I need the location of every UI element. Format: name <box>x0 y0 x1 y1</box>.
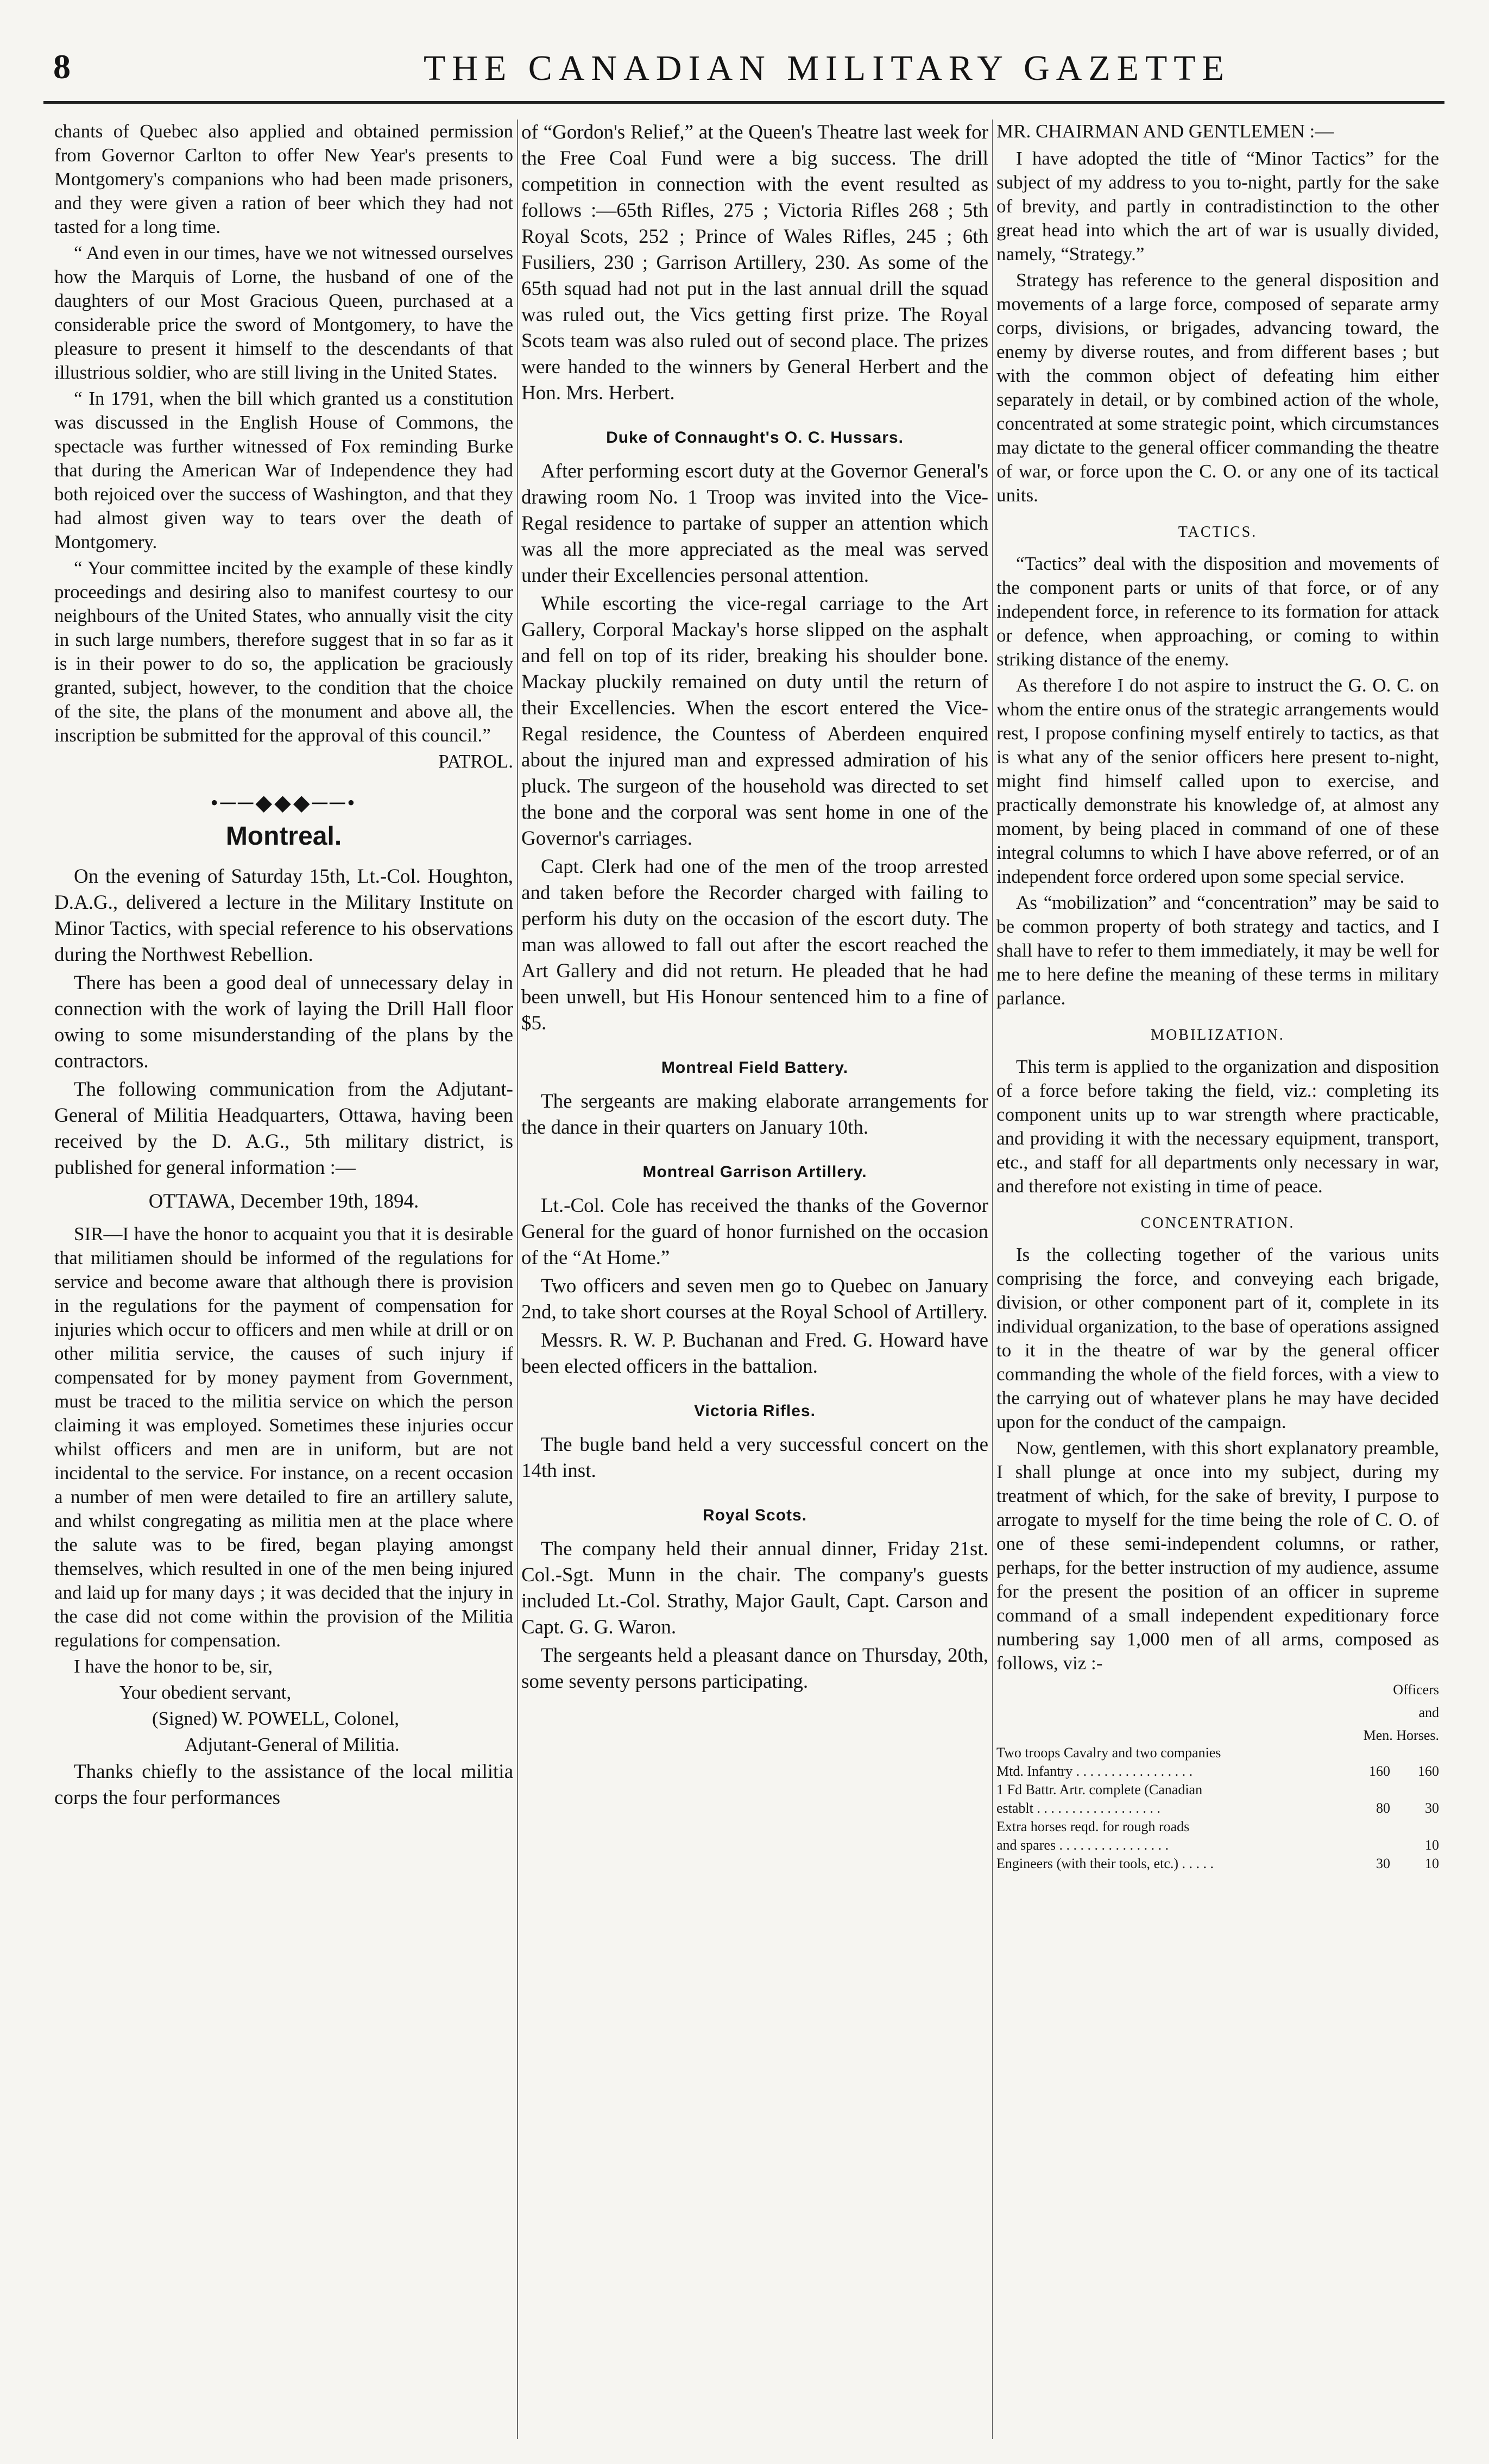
subheading: MOBILIZATION. <box>1151 1027 1285 1044</box>
signoff: PATROL. <box>438 751 513 772</box>
table-header: Officers <box>1393 1682 1439 1698</box>
paragraph: As therefore I do not aspire to instruct the G. O. C. on whom the entire onus of the strategic arrangements would rest, I propose confining myself entirely to tactics, as that is what any of the senior officers here present to-night, might find himself called upon to exercise, and practically demonstrate his knowledge of, at almost any moment, by being placed in command of one of these integral columns to which I have above referred, or of an independent force ordered upon some special service. <box>996 675 1439 887</box>
paragraph: “Tactics” deal with the disposition and movements of the component parts or units of that force, or of any independent force, in reference to its formation for attack or defence, when approaching, or coming to within striking distance of the enemy. <box>996 553 1439 670</box>
ornament-divider: •──◆◆◆──• <box>210 790 357 815</box>
column-divider <box>992 120 993 2439</box>
table-cell: 160 <box>1369 1763 1390 1779</box>
paragraph: “ In 1791, when the bill which granted us a constitution was discussed in the English House of Commons, the spectacle was further witnessed of Fox reminding Burke that during the American War of Independence they had both rejoiced over the success of Washington, and that they had almost given way to tears over the death of Montgomery. <box>54 388 513 552</box>
paragraph: I have adopted the title of “Minor Tactics” for the subject of my address to you to-night, partly for the sake of brevity, and partly in contradistinction to the other great head into which the art of war is usually divided, namely, “Strategy.” <box>996 148 1439 265</box>
paragraph: After performing escort duty at the Governor General's drawing room No. 1 Troop was invited into the Vice-Regal residence to partake of supper an attention which was all the more appreciated as the meal was served under their Excellencies personal attention. <box>521 460 988 587</box>
table-row <box>996 1836 1439 1855</box>
table-cell: Extra horses reqd. for rough roads <box>996 1819 1190 1834</box>
table-cell: Two troops Cavalry and two companies <box>996 1745 1221 1761</box>
column-divider <box>517 120 518 2439</box>
paragraph: There has been a good deal of unnecessary delay in connection with the work of laying the Drill Hall floor owing to some misunderstanding of the plans by the contractors. <box>54 972 513 1072</box>
masthead: THE CANADIAN MILITARY GAZETTE <box>424 48 1231 88</box>
table-cell <box>1390 1781 1439 1799</box>
table-row <box>996 1762 1439 1781</box>
column-2 <box>521 120 988 1697</box>
table-cell <box>1341 1836 1390 1855</box>
subheading: CONCENTRATION. <box>1140 1215 1295 1231</box>
force-table <box>996 1682 1439 1873</box>
table-cell: establt . . . . . . . . . . . . . . . . . . <box>996 1800 1160 1816</box>
section-headline: Montreal. <box>225 822 342 851</box>
paragraph: chants of Quebec also applied and obtained permission from Governor Carlton to offer New Year's presents to Montgomery's companions who had been made prisoners, and they were given a ration of beer which they had not tasted for a long time. <box>54 121 513 237</box>
page-header <box>43 43 1439 103</box>
table-cell: 10 <box>1425 1856 1439 1871</box>
paragraph: Messrs. R. W. P. Buchanan and Fred. G. Howard have been elected officers in the battalion. <box>521 1329 988 1378</box>
paragraph: The bugle band held a very successful concert on the 14th inst. <box>521 1434 988 1482</box>
paragraph: Now, gentlemen, with this short explanatory preamble, I shall plunge at once into my subject, during my treatment of which, for the sake of brevity, I purpose to arrogate to myself for the time being the role of C. O. of one of these semi-independent columns, or rather, perhaps, for the better instruction of my audience, assume for the present the position of an officer in supreme command of a small independent expeditionary force numbering say 1,000 men of all arms, composed as follows, viz :- <box>996 1437 1439 1674</box>
paragraph: Strategy has reference to the general disposition and movements of a large force, composed of separate army corps, divisions, or brigades, advancing toward, the enemy by diverse routes, and from different bases ; but with the common object of defeating him either separately in detail, or by combined action of the whole, concentrated at some strategic point, which circumstances may dictate to the general officer commanding the theatre of war, or force upon the C. O. or any one of its tactical units. <box>996 269 1439 506</box>
paragraph: The sergeants are making elaborate arrangements for the dance in their quarters on January 10th. <box>521 1090 988 1139</box>
letter-closing: Your obedient servant, <box>119 1682 292 1703</box>
table-cell: Mtd. Infantry . . . . . . . . . . . . . . . . . <box>996 1763 1193 1779</box>
letter-dateline: OTTAWA, December 19th, 1894. <box>148 1190 419 1212</box>
page-number: 8 <box>53 47 71 86</box>
paragraph: While escorting the vice-regal carriage to the Art Gallery, Corporal Mackay's horse slipped on the asphalt and fell on top of its rider, breaking his shoulder bone. Mackay pluckily remained on duty until the return of their Excellencies. When the escort entered the Vice-Regal residence, the Countess of Aberdeen enquired about the injured man and expressed admiration of his pluck. The surgeon of the household was directed to set the bone and the corporal was sent home in one of the Governor's carriages. <box>521 593 988 850</box>
paragraph: “ Your committee incited by the example of these kindly proceedings and desiring also to manifest courtesy to our neighbours of the United States, who annually visit the city in such large numbers, therefore suggest that in so far as it is in their power to do so, the application be graciously granted, subject, however, to the condition that the choice of the site, the plans of the monument and above all, the inscription be submitted for the approval of this council.” <box>54 557 513 746</box>
table-cell <box>1341 1744 1390 1762</box>
paragraph: Is the collecting together of the various units comprising the force, and conveying each brigade, division, or other component part of it, complete in its individual organization, to the base of operations assigned to it in the theatre of war by the general officer commanding the whole of the field forces, with a view to the carrying out of whatever plans he may have decided upon for the conduct of the campaign. <box>996 1244 1439 1432</box>
subheading: Montreal Field Battery. <box>661 1059 849 1077</box>
paragraph: On the evening of Saturday 15th, Lt.-Col. Houghton, D.A.G., delivered a lecture in the Military Institute on Minor Tactics, with special reference to his observations during the Northwest Rebellion. <box>54 865 513 966</box>
table-row <box>996 1744 1439 1762</box>
paragraph: As “mobilization” and “concentration” may be said to be common property of both strategy and tactics, and I shall have to refer to them immediately, it may be well for me to here define the meaning of these terms in military parlance. <box>996 892 1439 1009</box>
table-header: and <box>1418 1705 1439 1720</box>
subheading: Victoria Rifles. <box>694 1402 816 1420</box>
column-1 <box>54 120 513 1813</box>
table-row <box>996 1818 1439 1836</box>
paragraph: Lt.-Col. Cole has received the thanks of the Governor General for the guard of honor furnished on the occasion of the “At Home.” <box>521 1195 988 1269</box>
paragraph: of “Gordon's Relief,” at the Queen's Theatre last week for the Free Coal Fund were a big success. The drill competition in connection with the event resulted as follows :—65th Rifles, 275 ; Victoria Rifles 268 ; 5th Royal Scots, 252 ; Prince of Wales Rifles, 245 ; 6th Fusiliers, 230 ; Garrison Artillery, 230. As some of the 65th squad had not put in the last annual drill the squad was ruled out, the Vics getting first prize. The Royal Scots team was also ruled out of second place. The prizes were handed to the winners by General Herbert and the Hon. Mrs. Herbert. <box>521 121 988 404</box>
table-cell: 10 <box>1425 1837 1439 1853</box>
paragraph: Thanks chiefly to the assistance of the local militia corps the four performances <box>54 1761 513 1809</box>
table-row <box>996 1855 1439 1873</box>
table-cell: Engineers (with their tools, etc.) . . . . . <box>996 1856 1214 1871</box>
paragraph: “ And even in our times, have we not witnessed ourselves how the Marquis of Lorne, the husband of one of the daughters of our Most Gracious Queen, purchased at a considerable price the sword of Montgomery, to have the pleasure to present it himself to the descendants of that illustrious soldier, who are still living in the United States. <box>54 242 513 383</box>
letter-closing: I have the honor to be, sir, <box>74 1656 273 1677</box>
paragraph: Two officers and seven men go to Quebec on January 2nd, to take short courses at the Royal School of Artillery. <box>521 1275 988 1323</box>
paragraph: The following communication from the Adjutant-General of Militia Headquarters, Ottawa, having been received by the D. A.G., 5th military district, is published for general information :— <box>54 1078 513 1179</box>
table-cell: and spares . . . . . . . . . . . . . . . . <box>996 1837 1169 1853</box>
table-cell <box>1390 1744 1439 1762</box>
table-cell <box>1341 1818 1390 1836</box>
table-header: Men. Horses. <box>1363 1727 1439 1743</box>
paragraph: The sergeants held a pleasant dance on Thursday, 20th, some seventy persons participating. <box>521 1644 988 1693</box>
table-cell <box>1341 1781 1390 1799</box>
table-row <box>996 1799 1439 1818</box>
table-cell: 30 <box>1376 1856 1390 1871</box>
letter-body: SIR—I have the honor to acquaint you that it is desirable that militiamen should be informed of the regulations for service and become aware that although there is provision in the regulations for the payment of compensation for injuries which occur to officers and men while at drill or on other militia service, the causes of such injury if compensated for by money payment from Government, must be traced to the militia service on which the person claiming it was employed. Sometimes these injuries occur whilst officers and men are in uniform, but are not incidental to the service. For instance, on a recent occasion a number of men were detailed to fire an artillery salute, and whilst congregating as militia men at the place where the salute was to be fired, began playing amongst themselves, which resulted in one of the men being injured and laid up for many days ; it was decided that the injury in the case did not come within the provision of the Militia regulations for compensation. <box>54 1223 513 1651</box>
subheading: TACTICS. <box>1178 524 1258 540</box>
paragraph: This term is applied to the organization and disposition of a force before taking the field, viz.: completing its component units up to war strength where practicable, and providing it with the necessary equipment, transport, etc., and staff for all departments only necessary in war, and therefore not existing in time of peace. <box>996 1056 1439 1197</box>
paragraph: Capt. Clerk had one of the men of the troop arrested and taken before the Recorder charged with failing to perform his duty on the occasion of the escort duty. The man was allowed to fall out after the escort reached the Art Gallery and did not return. He pleaded that he had been unwell, but His Honour sentenced him to a fine of $5. <box>521 856 988 1034</box>
table-cell: 80 <box>1376 1800 1390 1816</box>
column-3 <box>996 120 1439 1873</box>
paragraph: The company held their annual dinner, Friday 21st. Col.-Sgt. Munn in the chair. The company's guests included Lt.-Col. Strathy, Major Gault, Capt. Carson and Capt. G. G. Waron. <box>521 1538 988 1638</box>
subheading: Montreal Garrison Artillery. <box>642 1163 867 1181</box>
letter-signature-title: Adjutant-General of Militia. <box>185 1734 400 1755</box>
header-rule <box>43 101 1444 104</box>
table-cell: 30 <box>1425 1800 1439 1816</box>
address-line: MR. CHAIRMAN AND GENTLEMEN :— <box>996 121 1334 142</box>
table-cell <box>1390 1818 1439 1836</box>
table-cell: 1 Fd Battr. Artr. complete (Canadian <box>996 1782 1203 1797</box>
subheading: Royal Scots. <box>702 1506 807 1524</box>
table-row <box>996 1781 1439 1799</box>
subheading: Duke of Connaught's O. C. Hussars. <box>606 429 904 447</box>
table-cell: 160 <box>1418 1763 1439 1779</box>
letter-signature: (Signed) W. POWELL, Colonel, <box>152 1708 399 1729</box>
